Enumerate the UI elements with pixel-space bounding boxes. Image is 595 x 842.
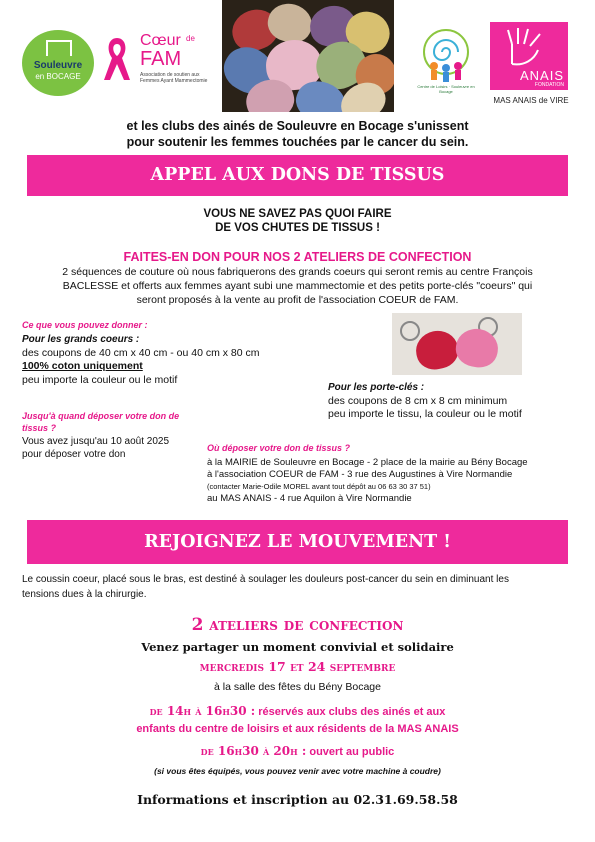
slot2-time: de 16h30 à 20h :	[200, 744, 307, 758]
intro-line-2: pour soutenir les femmes touchées par le cancer du sein.	[126, 135, 469, 149]
coussin-text	[22, 572, 582, 602]
ou-mas-anais: au MAS ANAIS - 4 rue Aquilon à Vire Normandie	[207, 493, 412, 504]
ou-addresses	[207, 457, 587, 505]
quand-text	[22, 436, 212, 461]
hearts-photo	[222, 0, 394, 112]
slot2-text: ouvert au public	[309, 746, 395, 758]
slot1-time: de 14h à 16h30 :	[149, 704, 256, 718]
rejoignez-banner	[27, 520, 568, 564]
porte-cles-block	[328, 381, 588, 422]
grands-coeurs-block	[22, 333, 352, 387]
anais-logo-box	[490, 22, 568, 90]
coeur-logo-sub: Association de soutien aux Femmes Ayant Mammectomie	[140, 72, 208, 84]
appel-dons-title: APPEL AUX DONS DE TISSUS	[150, 165, 445, 185]
coeur-de-fam-logo	[100, 30, 210, 100]
spiral-kids-icon	[414, 26, 478, 86]
quand-heading-line-2: tissus ?	[22, 423, 57, 433]
event-slot1	[0, 703, 595, 738]
ateliers-line-3: seront proposés à la vente au profit de l'association COEUR de FAM.	[136, 294, 459, 306]
anais-logo-name: ANAIS	[519, 68, 564, 83]
ou-mairie: à la MAIRIE de Souleuvre en Bocage - 2 place de la mairie au Bény Bocage	[207, 457, 528, 468]
quand-heading-line-1: Jusqu'à quand déposer votre don de	[22, 411, 180, 421]
grands-coeurs-couleur: peu importe la couleur ou le motif	[22, 373, 178, 386]
event-title: 2 ateliers de confection	[191, 615, 404, 635]
ateliers-line-2: BACLESSE et offerts aux femmes ayant subi une mammectomie et des petits porte-clés "coeurs" qui	[62, 280, 533, 292]
porte-cles-size: des coupons de 8 cm x 8 cm minimum	[328, 394, 508, 407]
chutes-question-line-1: VOUS NE SAVEZ PAS QUOI FAIRE	[203, 208, 392, 220]
ou-heading: Où déposer votre don de tissus ?	[207, 443, 351, 453]
red-heart-keychain	[413, 327, 462, 373]
ateliers-line-1: 2 séquences de couture où nous fabriquerons des grands coeurs qui seront remis au centre François	[62, 266, 533, 278]
hand-icon	[504, 26, 554, 66]
porte-cles-couleur: peu importe le tissu, la couleur ou le motif	[328, 408, 522, 420]
pink-ribbon-icon	[100, 34, 134, 84]
coussin-line-1: Le coussin coeur, placé sous le bras, est destiné à soulager les douleurs post-cancer du sein en diminuant les	[22, 574, 509, 585]
souleuvre-logo-line1: Souleuvre	[33, 60, 83, 71]
intro-text	[0, 118, 595, 150]
souleuvre-logo	[22, 30, 94, 96]
appel-dons-banner	[27, 155, 568, 196]
quand-heading	[22, 410, 202, 434]
keyring-left-icon	[400, 321, 420, 341]
event-subtitle: Venez partager un moment convivial et solidaire	[141, 640, 454, 654]
souleuvre-logo-line2: en BOCAGE	[35, 72, 81, 81]
porte-cles-label: Pour les porte-clés :	[328, 382, 425, 393]
grands-coeurs-coton: 100% coton uniquement	[22, 360, 143, 372]
event-slot2	[0, 744, 595, 758]
grands-coeurs-size: des coupons de 40 cm x 40 cm - ou 40 cm x 80 cm	[22, 346, 260, 359]
quand-deadline: Vous avez jusqu'au 10 août 2025	[22, 436, 170, 447]
anais-logo	[486, 22, 576, 114]
event-info: Informations et inscription au 02.31.69.58.58	[137, 792, 458, 807]
rejoignez-title: REJOIGNEZ LE MOUVEMENT !	[144, 532, 451, 552]
centre-loisirs-caption: Centre de Loisirs · Souleuvre en Bocage	[417, 84, 475, 94]
chutes-question	[0, 207, 595, 235]
ateliers-heading: FAITES-EN DON POUR NOS 2 ATELIERS DE CONFECTION	[123, 250, 472, 264]
centre-loisirs-logo	[414, 26, 478, 94]
ou-coeur-fam: à l'association COEUR de FAM - 3 rue des Augustines à Vire Normandie	[207, 469, 513, 480]
coeur-logo-de: de	[186, 34, 195, 43]
keychain-photo	[392, 313, 522, 375]
anais-logo-fondation: FONDATION	[534, 82, 564, 88]
coeur-logo-line2: FAM	[140, 48, 182, 70]
intro-line-1: et les clubs des ainés de Souleuvre en Bocage s'unissent	[126, 119, 469, 133]
event-dates: mercredis 17 et 24 septembre	[199, 659, 396, 674]
anais-caption: MAS ANAIS de VIRE	[493, 96, 569, 105]
donner-heading: Ce que vous pouvez donner :	[22, 320, 148, 330]
event-lieu: à la salle des fêtes du Bény Bocage	[214, 681, 381, 693]
coeur-logo-line1: Cœur	[140, 32, 181, 49]
coussin-line-2: tensions dues à la chirurgie.	[22, 589, 147, 600]
slot1-text-b: enfants du centre de loisirs et aux résidents de la MAS ANAIS	[136, 723, 459, 735]
quand-deposer: pour déposer votre don	[22, 448, 126, 460]
chutes-question-line-2: DE VOS CHUTES DE TISSUS !	[215, 222, 380, 234]
columns-icon	[46, 40, 72, 56]
slot1-text-a: réservés aux clubs des ainés et aux	[258, 706, 446, 718]
grands-coeurs-label: Pour les grands coeurs :	[22, 334, 140, 345]
ou-contact: (contacter Marie-Odile MOREL avant tout dépôt au 06 63 30 37 51)	[207, 482, 431, 491]
event-note: (si vous êtes équipés, vous pouvez venir avec votre machine à coudre)	[154, 766, 441, 776]
ateliers-description	[0, 265, 595, 307]
